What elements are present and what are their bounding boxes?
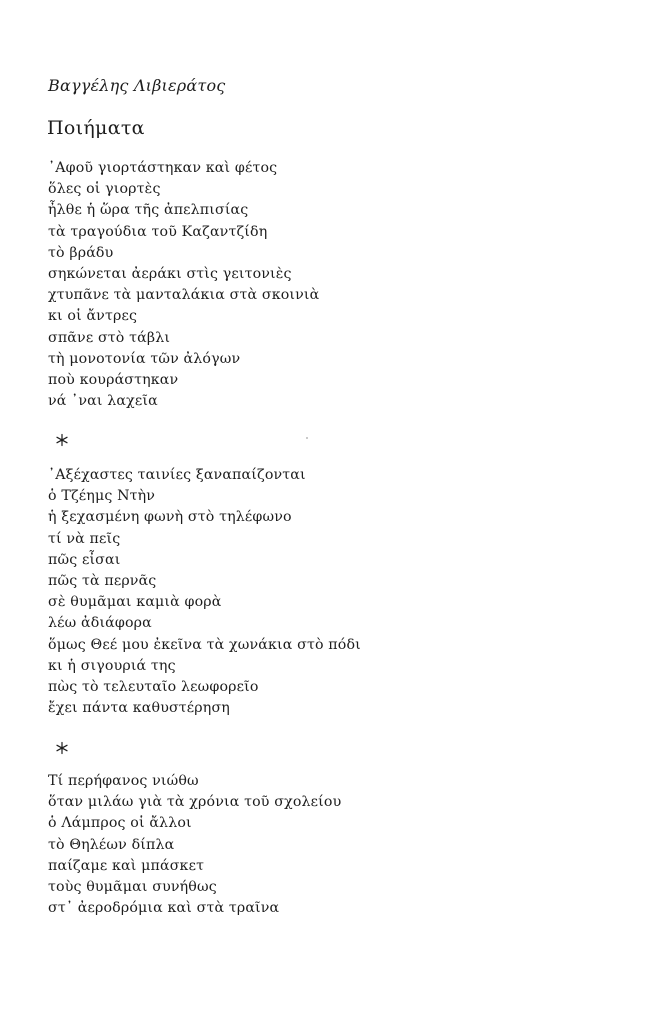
poem-stanza-3: [48, 771, 341, 919]
poem-line: ὅμως Θεέ μου ἐκεῖνα τὰ χωνάκια στὸ πόδι: [48, 636, 361, 653]
poem-line: ᾿Αφοῦ γιορτάστηκαν καὶ φέτος: [48, 160, 278, 176]
poem-line: πὼς τὸ τελευταῖο λεωφορεῖο: [48, 678, 259, 695]
poem-line: ὁ Τζέημς Ντὴν: [48, 488, 156, 505]
poem-stanza-1: [48, 158, 319, 412]
poem-line: τὸ βράδυ: [48, 244, 114, 261]
poem-line: πῶς τὰ περνᾶς: [48, 572, 157, 589]
poem-line: ὁ Λάμπρος οἱ ἄλλοι: [48, 815, 192, 832]
poem-line: κι οἱ ἄντρες: [48, 308, 138, 325]
poem-line: τὰ τραγούδια τοῦ Καζαντζίδη: [48, 223, 268, 240]
poem-line: ἔχει πάντα καθυστέρηση: [48, 700, 230, 717]
poem-line: πῶς εἶσαι: [48, 551, 121, 568]
poem-line: ἡ ξεχασμένη φωνὴ στὸ τηλέφωνο: [48, 509, 292, 526]
author-name: Βαγγέλης Λιβιεράτος: [48, 76, 226, 95]
page-title: Ποιήματα: [47, 117, 145, 139]
poem-line: λέω ἀδιάφορα: [48, 615, 152, 632]
asterisk-ornament-icon: [55, 433, 69, 447]
paper-speck: [306, 437, 308, 439]
poem-line: νά ᾿ναι λαχεῖα: [48, 393, 158, 410]
poem-line: σπᾶνε στὸ τάβλι: [48, 329, 171, 346]
poem-line: σηκώνεται ἀεράκι στὶς γειτονιὲς: [48, 265, 292, 282]
poem-line: ὅλες οἱ γιορτὲς: [48, 181, 161, 198]
poem-line: τὴ μονοτονία τῶν ἀλόγων: [48, 350, 241, 367]
poem-line: χτυπᾶνε τὰ μανταλάκια στὰ σκοινιὰ: [48, 287, 320, 304]
poem-stanza-2: [48, 465, 361, 719]
poem-line: ὅταν μιλάω γιὰ τὰ χρόνια τοῦ σχολείου: [48, 794, 342, 811]
poem-line: τί νὰ πεῖς: [48, 530, 121, 547]
poem-line: στ᾿ ἀεροδρόμια καὶ στὰ τραῖνα: [48, 900, 280, 917]
poem-line: Τί περήφανος νιώθω: [48, 773, 199, 789]
poem-line: τοὺς θυμᾶμαι συνήθως: [48, 878, 217, 895]
poem-line: σὲ θυμᾶμαι καμιὰ φορὰ: [48, 594, 222, 611]
poem-line: παίζαμε καὶ μπάσκετ: [48, 857, 205, 874]
poem-line: τὸ Θηλέων δίπλα: [48, 836, 175, 853]
poem-line: ᾿Αξέχαστες ταινίες ξαναπαίζονται: [48, 467, 306, 483]
asterisk-ornament-icon: [55, 741, 69, 755]
poem-line: κι ἡ σιγουριά της: [48, 657, 176, 674]
poem-line: ἦλθε ἡ ὥρα τῆς ἀπελπισίας: [48, 202, 249, 219]
poem-line: ποὺ κουράστηκαν: [48, 371, 179, 388]
